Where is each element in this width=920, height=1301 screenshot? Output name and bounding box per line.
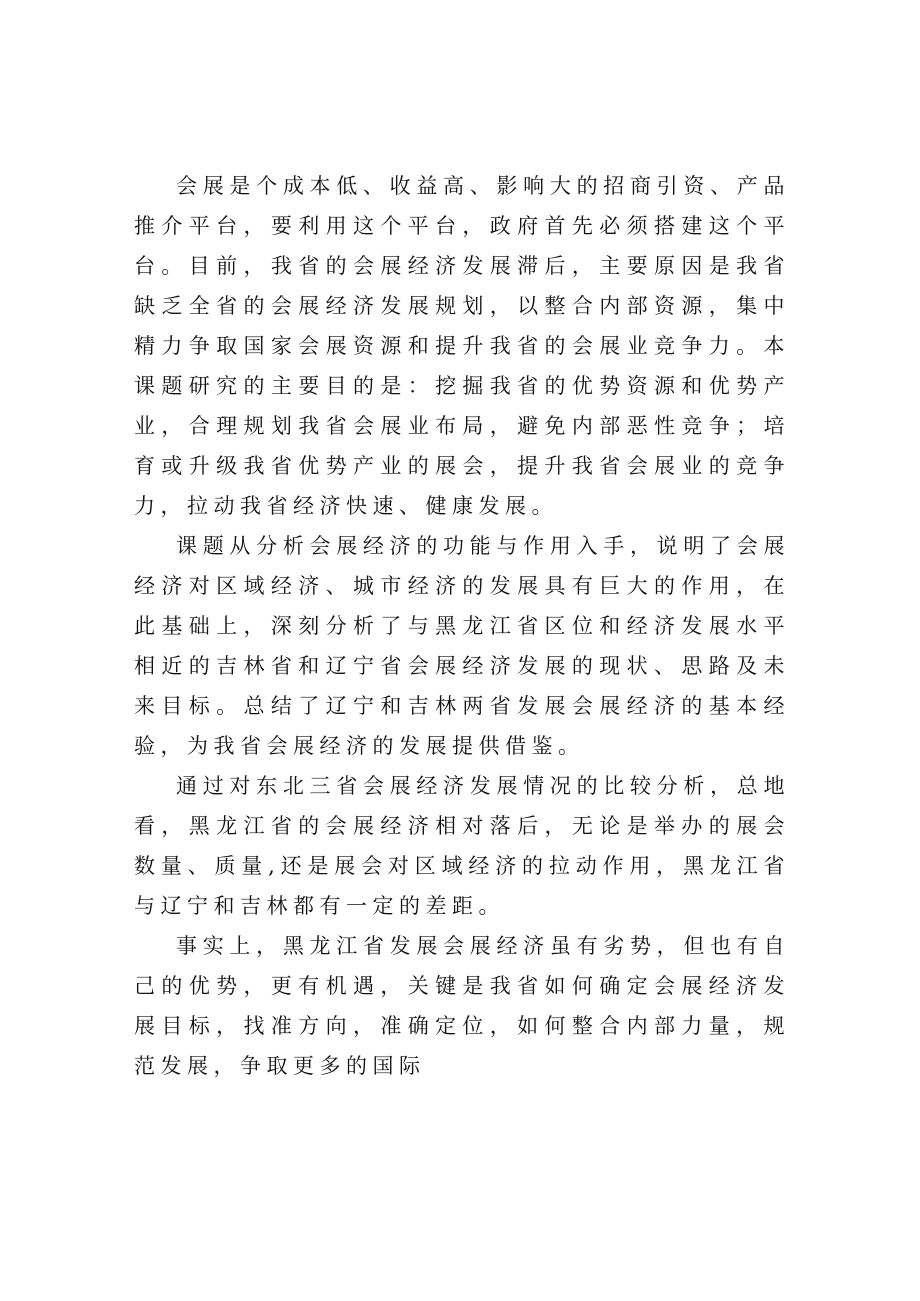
paragraph-2: 课题从分析会展经济的功能与作用入手，说明了会展经济对区域经济、城市经济的发展具有巨大的作用，在此基础上，深刻分析了与黑龙江省区位和经济发展水平相近的吉林省和辽宁省会展经济发展的现状、思路及未来目标。总结了辽宁和吉林两省发展会展经济的基本经验，为我省会展经济的发展提供借鉴。 (134, 534, 790, 758)
paragraph-1: 会展是个成本低、收益高、影响大的招商引资、产品推介平台，要利用这个平台，政府首先必须搭建这个平台。目前，我省的会展经济发展滞后，主要原因是我省缺乏全省的会展经济发展规划，以整合内部资源，集中精力争取国家会展资源和提升我省的会展业竞争力。本课题研究的主要目的是：挖掘我省的优势资源和优势产业，合理规划我省会展业布局，避免内部恶性竞争；培育或升级我省优势产业的展会，提升我省会展业的竞争力，拉动我省经济快速、健康发展。 (134, 174, 790, 518)
paragraph-4: 事实上，黑龙江省发展会展经济虽有劣势，但也有自己的优势，更有机遇，关键是我省如何确定会展经济发展目标，找准方向，准确定位，如何整合内部力量，规范发展，争取更多的国际 (134, 934, 790, 1078)
paragraph-3: 通过对东北三省会展经济发展情况的比较分析，总地看，黑龙江省的会展经济相对落后，无论是举办的展会数量、质量,还是展会对区域经济的拉动作用，黑龙江省与辽宁和吉林都有一定的差距。 (134, 774, 790, 918)
document-body (134, 166, 790, 1086)
